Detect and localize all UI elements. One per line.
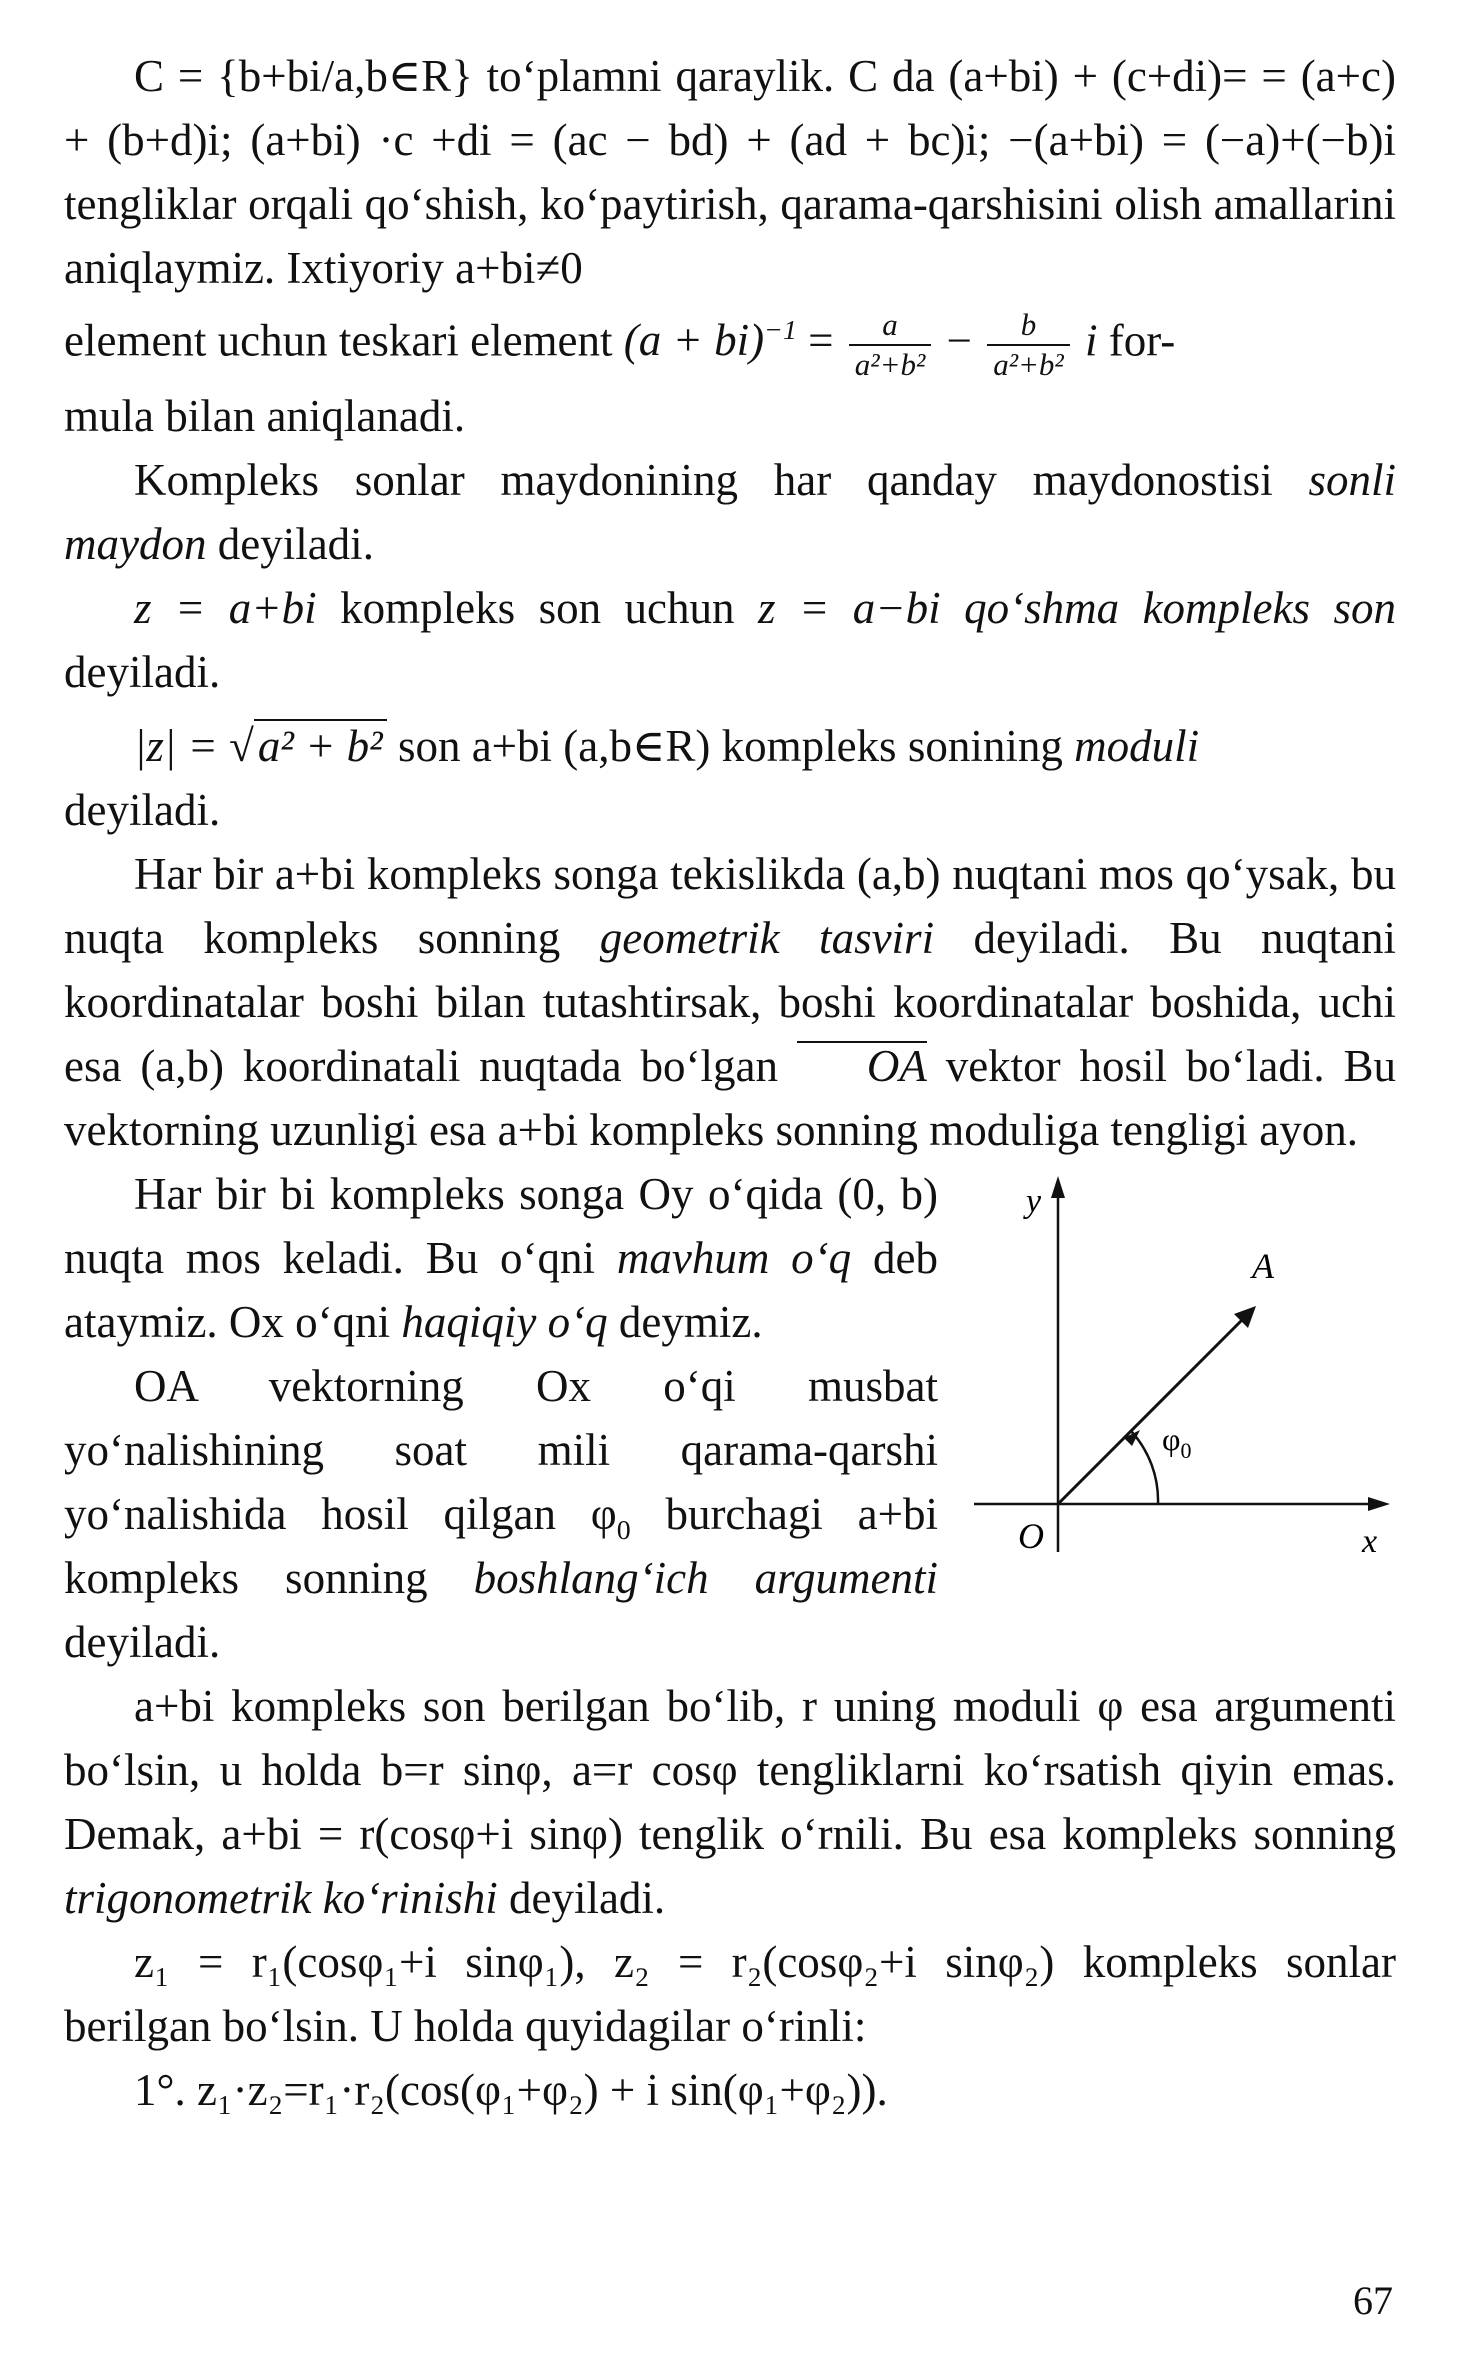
paragraph-definition-C [64,44,1396,300]
origin-label: O [1018,1516,1044,1556]
text-inline: Har bir a+bi kompleks songa tekislikda (a,b) nuqtani mos qo‘ysak, bu nuqta kompleks sonning [64,849,1396,963]
paragraph-geometric [64,842,1396,1162]
term-trigonometrik-korinishi: trigonometrik ko‘rinishi [64,1873,498,1923]
paragraph-z1-z2 [64,1930,1396,2058]
text-inline: vektor hosil bo‘ladi. Bu vektorning uzunligi esa a+bi kompleks sonning moduliga tengligi ayon. [64,1041,1396,1155]
term-mavhum-oq: mavhum o‘q [616,1233,852,1283]
text-inline: deyiladi. [64,1617,221,1667]
text-inline: mula bilan aniqlanadi. [64,391,466,441]
paragraph-continuation [64,778,1396,842]
paragraph-conjugate [64,576,1396,704]
paragraph-modulus [64,714,1396,778]
fraction-numerator: a [849,306,932,346]
text-inline: deyiladi. Bu nuqtani koordinatalar boshi bilan tutashtirsak, boshi koordinatalar boshida, uchi esa (a,b) koordinatali nuqtada bo‘lgan [64,913,1396,1091]
fraction-real [849,306,932,384]
text-inline: deyiladi. [64,647,221,697]
term-moduli: moduli [1074,721,1200,771]
text-inline: burchagi a+bi kompleks sonning [64,1489,938,1603]
text-inline: deyiladi. [497,1873,666,1923]
x-axis-label: x [1362,1523,1378,1560]
point-A-label: A [1252,1246,1274,1286]
x-axis-arrow [1368,1497,1390,1511]
text-inline: Har bir bi kompleks songa Oy o‘qida (0, b) nuqta mos keladi. Bu o‘qni [64,1169,938,1283]
paragraph-sonli-maydon [64,448,1396,576]
text-inline: a+bi kompleks son berilgan bo‘lib, r uning moduli φ esa argumenti bo‘lsin, u holda b=r sinφ, a=r cosφ tengliklarni ko‘rsatish qiyin emas. Demak, a+bi = r(cosφ+i sinφ) tenglik o‘rnili. Bu esa kompleks sonning [64,1681,1396,1859]
formula-abs-z: |z| = [134,721,218,771]
text-inline: deb ataymiz. Ox o‘qni [64,1233,938,1347]
text-inline: son a+bi (a,b∈R) kompleks sonining [386,721,1075,771]
text-inline: for- [1108,315,1176,366]
term-geometrik-tasviri: geometrik tasviri [599,913,935,963]
y-axis-label: y [1026,1183,1042,1220]
term-sonli-maydon: sonli maydon [64,455,1396,569]
paragraph-text: C = {b+bi/a,b∈R} to‘plamni qaraylik. C da (a+bi) + (c+di)= = (a+c) + (b+d)i; (a+bi) ·c +di = (ac − bd) + (ad + bc)i; −(a+bi) = (−a)+(−b)i tengliklar orqali qo‘shish, ko‘paytirish, qarama-qarshisini olish amallarini aniqlaymiz. Ixtiyoriy a+bi≠0 [64,51,1396,293]
imaginary-unit: i [1084,315,1098,366]
text-inline: kompleks son uchun [316,583,758,633]
fraction-denominator: a²+b² [854,347,926,382]
page-content [64,44,1396,2122]
formula-product: 1°. z₁·z₂=r₁·r₂(cos(φ₁+φ₂) + i sin(φ₁+φ₂)). [134,2065,888,2115]
phi-subscript: 0 [616,1515,631,1546]
fraction-numerator: b [987,306,1070,346]
angle-arc [1131,1431,1158,1504]
angle-symbol: φ [1162,1421,1181,1457]
text-inline: deymiz. [607,1297,763,1347]
fraction-denominator: a²+b² [993,347,1064,382]
fraction-imag [987,306,1070,384]
formula-z: z = a+bi [134,583,317,633]
page-number: 67 [1353,2278,1393,2323]
text-inline: deyiladi. [64,785,221,835]
text-inline: OA vektorning Ox o‘qi musbat yo‘nalishining soat mili qarama-qarshi yo‘nalishida hosil qilgan φ [64,1361,938,1539]
term-boshlangich-argumenti: boshlang‘ich argumenti [473,1553,938,1603]
vector-OA-line [1058,1320,1242,1504]
complex-plane-svg [962,1168,1402,1560]
minus-sign: − [946,315,972,366]
paragraph-continuation [64,384,1396,448]
complex-plane-figure [962,1168,1402,1560]
formula-sqrt: √a² + b² [229,719,387,771]
formula-base: (a + bi) [623,315,765,366]
term-conjugate: z = a−bi qo‘shma kompleks son [758,583,1396,633]
text-inline: Kompleks sonlar maydonining har qanday maydonostisi [134,455,1309,505]
text-inline: deyiladi. [206,519,374,569]
formula-inverse [624,315,797,365]
paragraph-trigonometric [64,1674,1396,1930]
angle-subscript: 0 [1180,1438,1192,1463]
paragraph-inverse-formula [64,306,1396,384]
sqrt-radicand: a² + b² [254,719,387,771]
angle-label [1162,1421,1191,1463]
y-axis-arrow [1051,1176,1065,1198]
term-haqiqiy-oq: haqiqiy o‘q [401,1297,608,1347]
vector-OA: OA [797,1041,927,1089]
formula-exponent: −1 [764,315,797,347]
text-inline: z₁ = r₁(cosφ₁+i sinφ₁), z₂ = r₂(cosφ₂+i sinφ₂) kompleks sonlar berilgan bo‘lsin. U holda quyidagilar o‘rinli: [64,1937,1396,2051]
equals-sign: = [808,315,834,366]
paragraph-property-1 [64,2058,1396,2122]
text-inline: element uchun teskari element [64,315,613,366]
